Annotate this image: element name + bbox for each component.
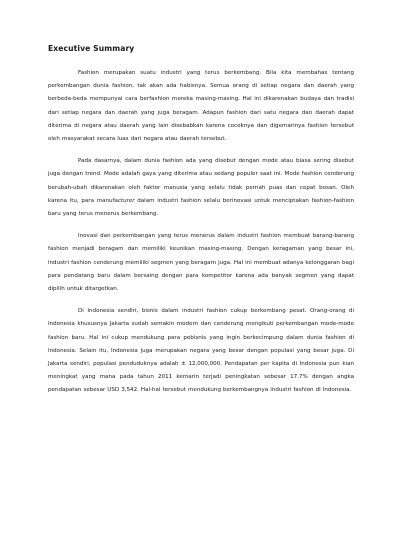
paragraph-2-part-2: dalam industri fashion selalu berinovasi untuk menciptakan fashion-fashion baru yang terus menerus berkembang.: [48, 197, 354, 218]
section-heading: Executive Summary: [48, 44, 135, 53]
document-page: [48, 44, 354, 407]
paragraph-3: Inovasi dan perkembangan yang terus menerus dalam industri fashion membuat barang-barang fashion menjadi beragam dan memiliki keunikan masing-masing. Dengan keragaman yang besar ini, industri fashion cenderung memiliki segmen yang beragam juga. Hal ini membuat adanya kelonggaran bagi para pendatang baru dalam bersaing dengan para kompetitor karena ada banyak segmen yang dapat dipilih untuk ditargetkan.: [48, 233, 354, 293]
paragraph-2-part-1: Pada dasarnya, dalam dunia fashion ada yang disebut dengan mode atau biasa sering disebut juga dengan trend. Mode adalah gaya yang diterima atau sedang populer saat ini. Mode fashion cenderung berubah-ubah dikarenakan oleh faktor manusia yang selalu tidak pernah puas dan cepat bosan. Oleh karena itu, para: [48, 158, 354, 204]
paragraph-4: Di Indonesia sendiri, bisnis dalam industri fashion cukup berkembang pesat. Orang-orang di Indonesia khususnya Jakarta sudah semakin modern dan cenderung mengikuti perkembangan mode-mode fashion baru. Hal ini cukup mendukung para pebisnis yang ingin berkecimpung dalam dunia fashion di Indonesia. Selain itu, Indonesia juga merupakan negara yang besar dengan populasi yang besar juga. Di Jakarta sendiri, populasi penduduknya adalah ± 12,000,000. Pendapatan per kapita di Indonesia pun kian meningkat yang mana pada tahun 2011 kemarin terjadi peningkatan sebesar 17.7% dengan angka pendapatan sebesar USD 3,542. Hal-hal tersebut mendukung berkembangnya industri fashion di Indonesia.: [48, 308, 354, 394]
paragraph-1: Fashion merupakan suatu industri yang terus berkembang. Bila kita membahas tentang perkembangan dunia fashion, tak akan ada habisnya. Semua orang di setiap negara dan daerah yang berbeda-beda mempunyai cara berfashion mereka masing-masing. Hal ini dikarenakan budaya dan tradisi dari setiap negara dan daerah yang juga beragam. Adapun fashion dari satu negara dan daerah dapat diterima di negara atau daerah yang lain disebabkan karena cocoknya dan digemarinya fashion tersebut oleh masyarakat secara luas dari negara atau daerah tersebut.: [48, 70, 354, 143]
paragraph-2-italic-term: manufacturer: [96, 197, 135, 204]
paragraph-2: [48, 155, 354, 221]
